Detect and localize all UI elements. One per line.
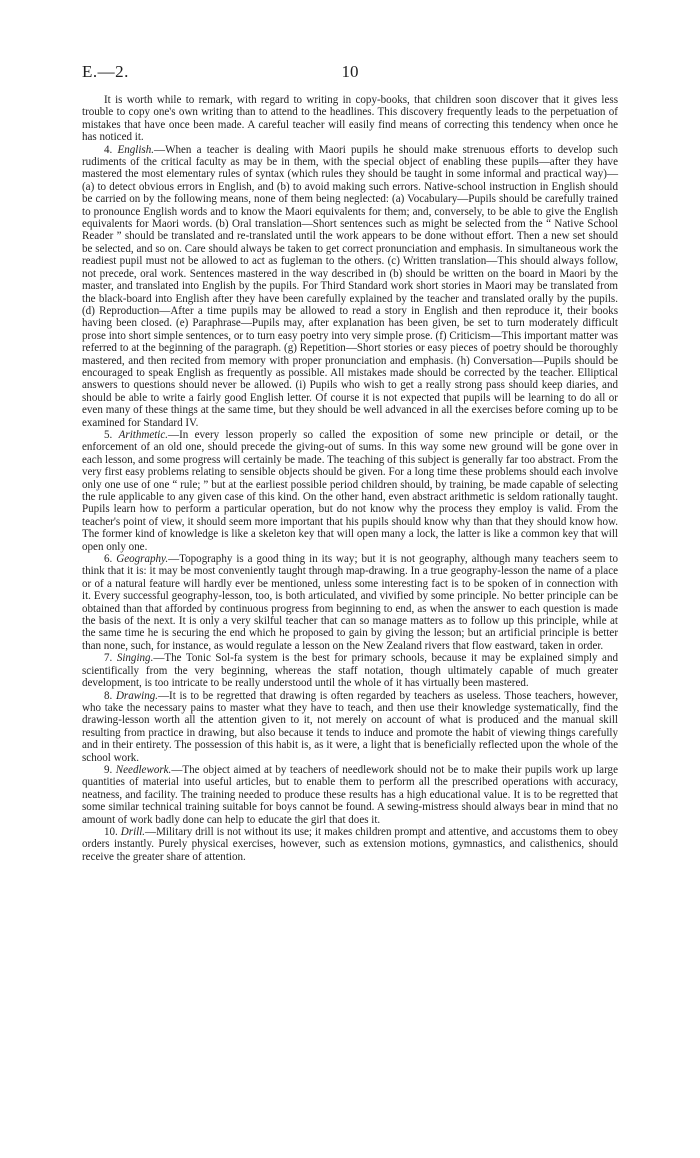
section-heading: Arithmetic. <box>118 428 169 441</box>
section-number: 9. <box>104 763 113 776</box>
paragraph-arithmetic <box>82 429 618 553</box>
section-heading: Drill. <box>120 825 146 838</box>
section-heading: Geography. <box>116 553 169 566</box>
section-heading: Drawing. <box>115 689 158 702</box>
paragraph-text: —Military drill is not without its use; it makes children prompt and attentive, and accustoms them to obey orders instantly. Purely physical exercises, however, such as extension motions, gymnastics, and calisthenics, should receive the greater share of attention. <box>82 825 619 863</box>
paragraph-text: —The Tonic Sol-fa system is the best for primary schools, because it may be explained simply and scientifically from the very beginning, whereas the staff notation, though ultimately capable of much greater development, is too intricate to be really understood until the whole of it has virtually been mastered. <box>82 652 619 690</box>
paragraph-geography <box>82 553 618 652</box>
document-reference: E.—2. <box>82 62 129 81</box>
paragraph-english <box>82 144 618 429</box>
paragraph-needlework <box>82 764 618 826</box>
paragraph-drawing <box>82 690 618 764</box>
section-number: 4. <box>104 143 113 156</box>
paragraph-drill <box>82 826 618 863</box>
paragraph-copy-books <box>82 94 618 144</box>
section-heading: English. <box>117 143 155 156</box>
paragraph-text: —The object aimed at by teachers of needlework should not be to make their pupils work up large quantities of material into useful articles, but to enable them to perform all the prescribed operations with accuracy, neatness, and facility. The training needed to produce these results has a high educational value. It is to be regretted that some similar technical training suitable for boys cannot be found. A sewing-mistress should always bear in mind that no amount of work badly done can help to educate the girl that does it. <box>82 763 618 826</box>
paragraph-text: —In every lesson properly so called the exposition of some new principle or detail, or the enforcement of an old one, should precede the giving-out of sums. In this way some new ground will be gone over in each lesson, and some progress will certainly be made. The teaching of this subject is generally far too abstract. From the very first easy problems relating to sensible objects should be given. For a long time these problems should each involve only one use of one “ rule; ” but at the earliest possible period children should, by training, be made capable of selecting the rule applicable to any given case of this kind. On the other hand, even abstract arithmetic is seldom rationally taught. Pupils learn how to perform a particular operation, but do not know why the process they employ is valid. From the teacher's point of view, it should seem more important that his pupils should know why than that they should know how. The former kind of knowledge is like a skeleton key that will open many a lock, the latter is like a common key that will open only one. <box>82 428 618 553</box>
section-heading: Singing. <box>116 652 154 665</box>
section-number: 5. <box>104 428 113 441</box>
page-header <box>82 62 618 84</box>
section-number: 8. <box>104 689 113 702</box>
paragraph-singing <box>82 652 618 689</box>
body-text <box>82 94 618 863</box>
section-number: 6. <box>104 553 113 566</box>
page-number: 10 <box>341 62 359 81</box>
paragraph-text: It is worth while to remark, with regard to writing in copy-books, that children soon discover that it gives less trouble to copy one's own writing than to attend to the headlines. This discovery frequently leads to the perpetuation of mistakes that have once been made. A careful teacher will easily find means of correcting this tendency when once he has noticed it. <box>82 94 618 144</box>
paragraph-text: —Topography is a good thing in its way; but it is not geography, although many teachers seem to think that it is: it may be most conveniently taught through map-drawing. In a true geography-lesson the name of a place or of a natural feature will hardly ever be mentioned, unless some interesting fact is to be spoken of in connection with it. Every successful geography-lesson, too, is both articulated, and vivified by some principle. No better principle can be obtained than that afforded by continuous progress from beginning to end, as when the answer to each question is made the basis of the next. It is only a very skilful teacher that can so manage matters as to follow up this principle, while at the same time he is securing the end which he proposed to gain by giving the lesson; but an artificial principle is better than none, such, for instance, as would regulate a lesson on the New Zealand rivers that flow eastward, taken in order. <box>82 553 618 652</box>
section-number: 10. <box>104 825 118 838</box>
section-number: 7. <box>104 652 113 665</box>
section-heading: Needlework. <box>115 763 172 776</box>
paragraph-text: —When a teacher is dealing with Maori pupils he should make strenuous efforts to develop such rudiments of the critical faculty as may be in them, with the special object of enabling these pupils—after they have mastered the most elementary rules of syntax (which rules they should be taught in some informal and practical way)—(a) to detect obvious errors in English, and (b) to avoid making such errors. Native-school instruction in English should be carried on by the following means, none of them being neglected: (a) Vocabulary—Pupils should be carefully trained to pronounce English words and to know the Maori equivalents for them; and, conversely, to be able to give the English equivalents for Maori words. (b) Oral translation—Short sentences such as might be selected from the “ Native School Reader ” should be translated and re-translated until the work appears to be done without effort. Then a new set should be selected, and so on. Care should always be taken to get correct pronunciation and emphasis. In simultaneous work the readiest pupil must not be allowed to act as fugleman to the others. (c) Written translation—This should always follow, not precede, oral work. Sentences mastered in the way described in (b) should be written on the board in Maori by the master, and translated into English by the pupils. For Third Standard work short stories in Maori may be translated from the black-board into English after they have been carefully explained by the teacher and translated orally by the pupils. (d) Reproduction—After a time pupils may be allowed to read a story in English and then reproduce it, their books having been closed. (e) Paraphrase—Pupils may, after explanation has been given, be set to turn moderately difficult prose into short simple sentences, or to turn easy poetry into very simple prose. (f) Criticism—This important matter was referred to at the beginning of the paragraph. (g) Repetition—Short stories or easy pieces of poetry should be thoroughly mastered, and then recited from memory with proper pronunciation and emphasis. (h) Conversation—Pupils should be encouraged to speak English as frequently as possible. All mistakes made should be corrected by the teacher. Elliptical answers to questions should never be allowed. (i) Pupils who wish to get a really strong pass should keep diaries, and should be able to write a fairly good English letter. Of course it is not expected that pupils will be learning to do all or even many of these things at the same time, but they should be well advanced in all the exercises before coming up to be examined for Standard IV. <box>82 143 619 429</box>
paragraph-text: —It is to be regretted that drawing is often regarded by teachers as useless. Those teachers, however, who take the necessary pains to master what they have to teach, and then use their knowledge systematically, find the drawing-lesson worth all the attention given to it, not merely on account of what is produced and the manual skill resulting from practice in drawing, but also because it tends to induce and promote the habit of viewing things carefully and in their entirety. The possession of this habit is, as it were, a light that is beneficially reflected upon the whole of the school work. <box>82 689 618 764</box>
